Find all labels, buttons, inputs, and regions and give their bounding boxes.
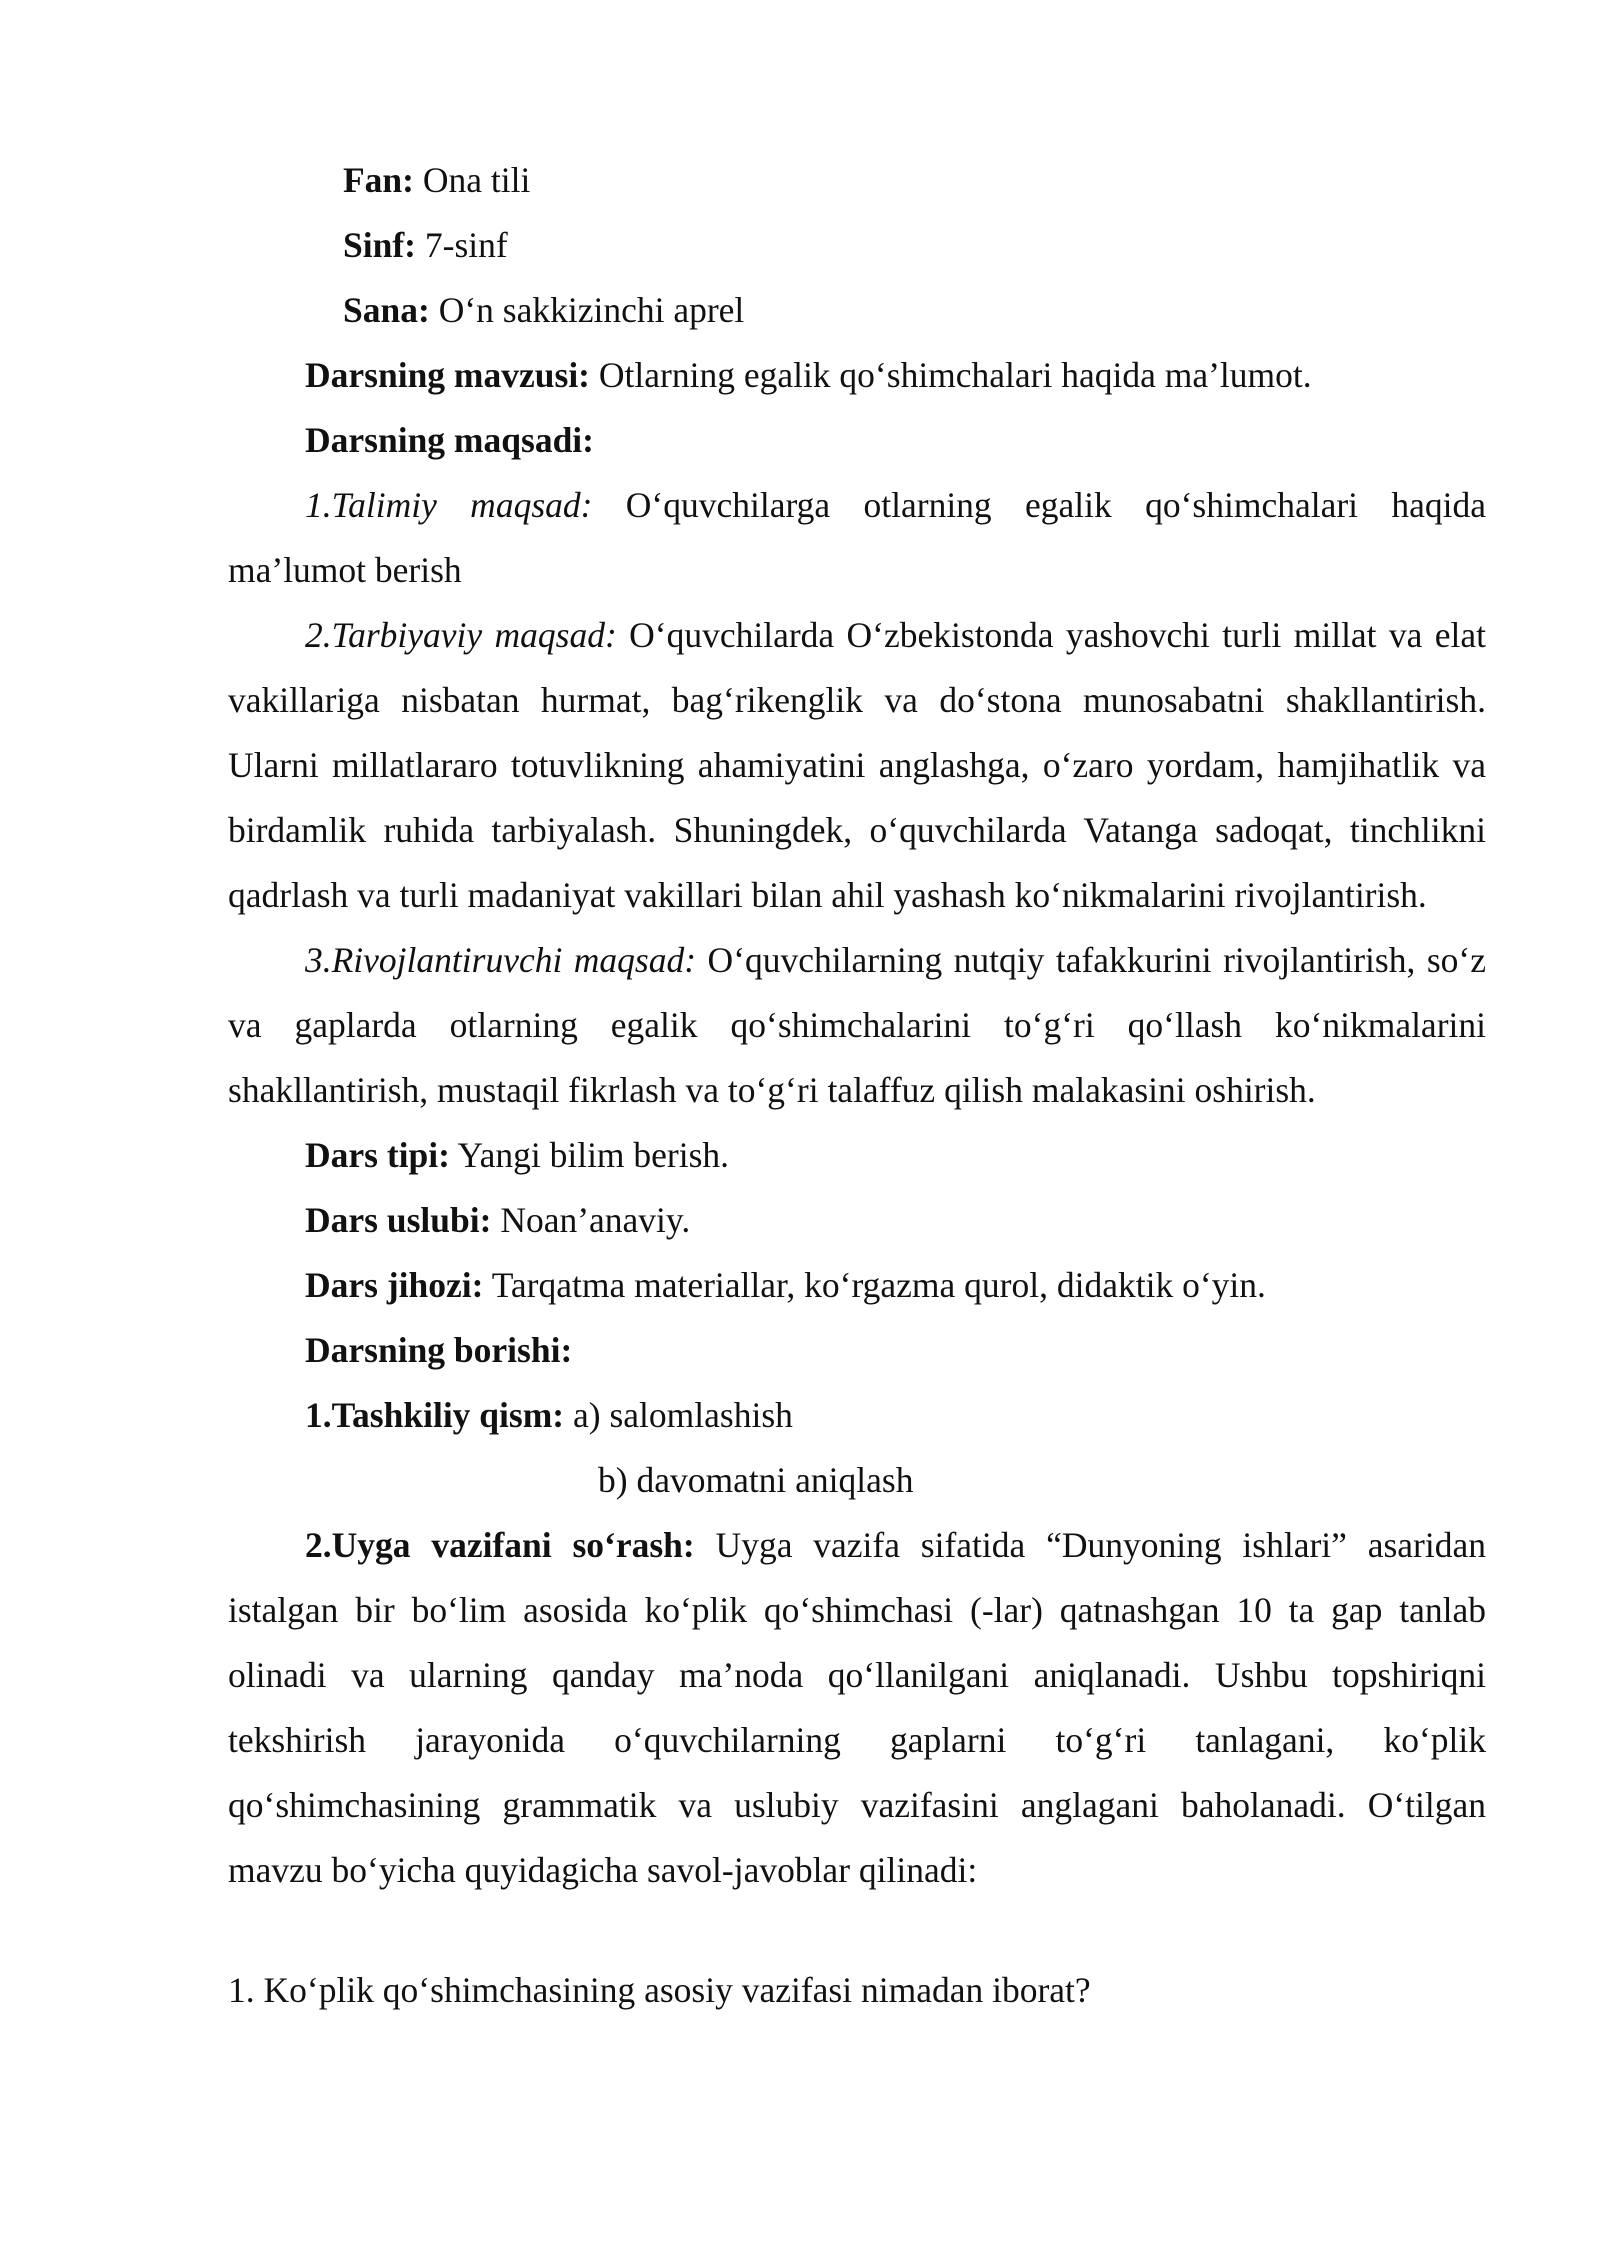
fan-line [228,148,1486,213]
sinf-line [228,213,1486,278]
goal-text: O‘quvchilarga otlarning egalik qo‘shimchalari haqida ma’lumot berish [228,485,1486,590]
dars-tipi-label: Dars tipi: [305,1135,450,1175]
dars-tipi-value: Yangi bilim berish. [449,1135,730,1175]
dars-jihozi-line [228,1253,1486,1318]
goal-tarbiyaviy [228,603,1486,928]
tashkiliy-label: 1.Tashkiliy qism: [305,1395,565,1435]
sinf-value: 7-sinf [416,225,508,265]
tashkiliy-b: b) davomatni aniqlash [598,1460,914,1500]
sana-value: O‘n sakkizinchi aprel [429,290,745,330]
question-item: 1. Ko‘plik qo‘shimchasining asosiy vazifasi nimadan iborat? [228,1970,1091,2010]
mavzu-value: Otlarning egalik qo‘shimchalari haqida ma’lumot. [590,355,1312,395]
sana-line [228,278,1486,343]
sana-label: Sana: [343,290,430,330]
dars-uslubi-value: Noan’anaviy. [491,1200,691,1240]
tashkiliy-b-line [228,1448,1486,1513]
fan-label: Fan: [343,160,414,200]
goal-label: 2.Tarbiyaviy maqsad: [305,615,617,655]
goal-text: O‘quvchilarda O‘zbekistonda yashovchi turli millat va elat vakillariga nisbatan hurmat, bag‘rikenglik va do‘stona munosabatni shakllantirish. Ularni millatlararo totuvlikning ahamiyatini anglashga, o‘zaro yordam, hamjihatlik va birdamlik ruhida tarbiyalash. Shuningdek, o‘quvchilarda Vatanga sadoqat, tinchlikni qadrlash va turli madaniyat vakillari bilan ahil yashash ko‘nikmalarini rivojlantirish. [228,615,1487,915]
mavzu-label: Darsning mavzusi: [305,355,591,395]
uyga-label: 2.Uyga vazifani so‘rash: [305,1525,695,1565]
mavzu-line [228,343,1486,408]
uyga-text: Uyga vazifa sifatida “Dunyoning ishlari” asaridan istalgan bir bo‘lim asosida ko‘plik qo‘shimchasi (-lar) qatnashgan 10 ta gap tanlab olinadi va ularning qanday ma’noda qo‘llanilgani aniqlanadi. Ushbu topshiriqni tekshirish jarayonida o‘quvchilarning gaplarni to‘g‘ri tanlagani, ko‘plik qo‘shimchasining grammatik va uslubiy vazifasini anglagani baholanadi. O‘tilgan mavzu bo‘yicha quyidagicha savol-javoblar qilinadi: [228,1525,1486,1890]
goal-talimiy [228,473,1486,603]
dars-jihozi-label: Dars jihozi: [305,1265,484,1305]
dars-uslubi-label: Dars uslubi: [305,1200,492,1240]
uyga-paragraph [228,1513,1486,1903]
tashkiliy-line [228,1383,1486,1448]
dars-tipi-line [228,1123,1486,1188]
goal-label: 1.Talimiy maqsad: [305,485,593,525]
goal-text: O‘quvchilarning nutqiy tafakkurini rivojlantirish, so‘z va gaplarda otlarning egalik qo‘shimchalarini to‘g‘ri qo‘llash ko‘nikmalarini shakllantirish, mustaqil fikrlash va to‘g‘ri talaffuz qilish malakasini oshirish. [228,940,1486,1110]
maqsad-heading: Darsning maqsadi: [305,420,594,460]
tashkiliy-a: a) salomlashish [564,1395,793,1435]
sinf-label: Sinf: [343,225,416,265]
document-page [228,148,1486,2023]
dars-uslubi-line [228,1188,1486,1253]
goal-label: 3.Rivojlantiruvchi maqsad: [305,940,697,980]
spacer [228,1903,1486,1958]
fan-value: Ona tili [414,160,531,200]
dars-jihozi-value: Tarqatma materiallar, ko‘rgazma qurol, didaktik o‘yin. [483,1265,1266,1305]
borishi-heading: Darsning borishi: [305,1330,573,1370]
goal-rivojlantiruvchi [228,928,1486,1123]
